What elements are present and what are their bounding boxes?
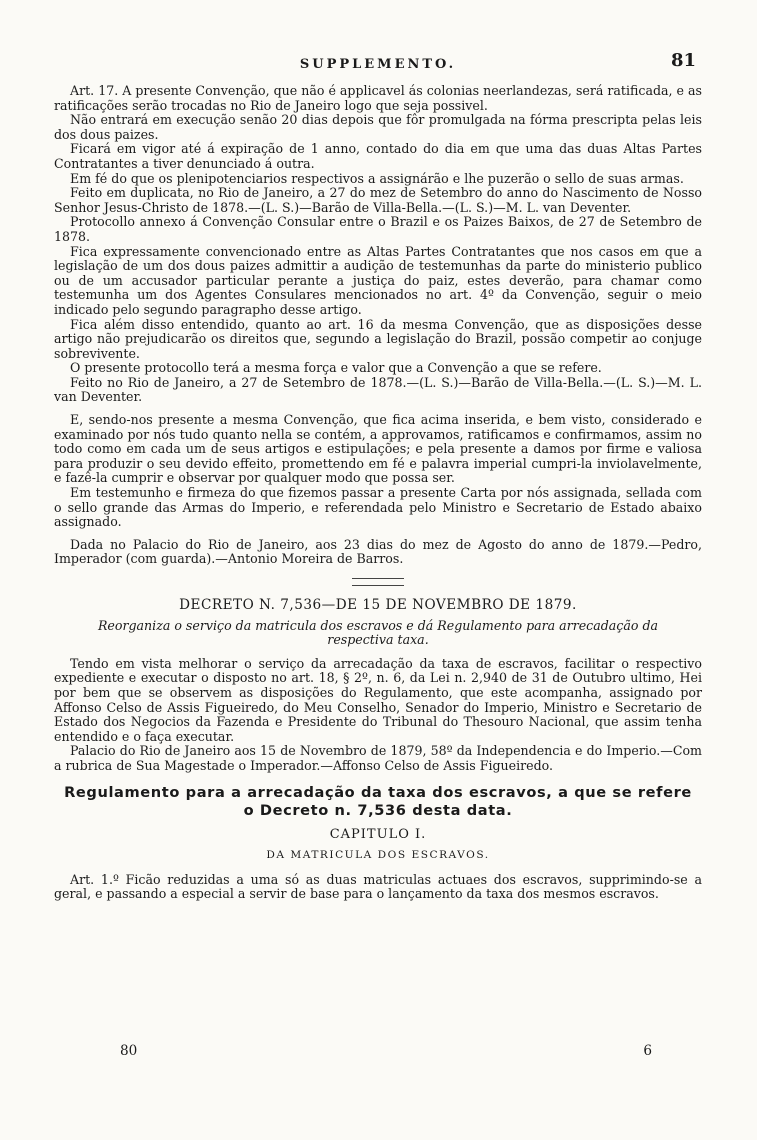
header-title: SUPPLEMENTO. xyxy=(299,57,457,72)
page-footer xyxy=(120,1043,652,1063)
article-17-paragraph: Art. 17. A presente Convenção, que não é applicavel ás colonias neerlandezas, será ratificada, e as ratificações serão trocadas no Rio de Janeiro logo que seja possivel. xyxy=(54,83,702,113)
paragraph: O presente protocollo terá a mesma força e valor que a Convenção a que se refere. xyxy=(70,360,602,376)
running-header xyxy=(54,50,702,78)
decree-paragraph: Palacio do Rio de Janeiro aos 15 de Novembro de 1879, 58º da Independencia e do Imperio.—Com a rubrica de Sua Magestade o Imperador.—Affonso Celso de Assis Figueiredo. xyxy=(54,743,702,773)
protocol-heading: Protocollo annexo á Convenção Consular entre o Brazil e os Paizes Baixos, de 27 de Setembro de 1878. xyxy=(54,214,702,244)
paragraph: Feito em duplicata, no Rio de Janeiro, a 27 do mez de Setembro do anno do Nascimento de Nosso Senhor Jesus-Christo de 1878.—(L. S.)—Barão de Villa-Bella.—(L. S.)—M. L. van Deventer. xyxy=(54,185,702,215)
footer-signature-mark-left: 80 xyxy=(120,1043,138,1059)
paragraph: Em fé do que os plenipotenciarios respectivos a assignárão e lhe puzerão o sello de suas armas. xyxy=(70,170,684,186)
paragraph: Fica expressamente convencionado entre as Altas Partes Contratantes que nos casos em que a legislação de um dos dous paizes admittir a audição de testemunhas da parte do ministerio publico ou de um accusador particular perante a justiça do paiz, estes deverão, para chamar como testemunha um dos Agentes Consulares mencionados no art. 4º da Convenção, seguir o meio indicado pelo segundo paragrapho desse artigo. xyxy=(54,243,702,317)
paragraph: Ficará em vigor até á expiração de 1 anno, contado do dia em que uma das duas Altas Partes Contratantes a tiver denunciado á outra. xyxy=(54,141,702,171)
regulation-title: Regulamento para a arrecadação da taxa dos escravos, a que se refere o Decreto n. 7,536 desta data. xyxy=(64,783,692,819)
decree-paragraph: Tendo em vista melhorar o serviço da arrecadação da taxa de escravos, facilitar o respectivo expediente e executar o disposto no art. 18, § 2º, n. 6, da Lei n. 2,940 de 31 de Outubro ultimo, Hei por bem que se observem as disposições do Regulamento, que este acompanha, assignado por Affonso Celso de Assis Figueiredo, do Meu Conselho, Senador do Imperio, Ministro e Secretario de Estado dos Negocios da Fazenda e Presidente do Tribunal do Thesouro Nacional, que assim tenha entendido e o faça executar. xyxy=(54,655,702,744)
decree-subtitle: Reorganiza o serviço da matricula dos escravos e dá Regulamento para arrecadação da respectiva taxa. xyxy=(97,617,659,648)
ratification-paragraph: E, sendo-nos presente a mesma Convenção, que fica acima inserida, e bem visto, considerado e examinado por nós tudo quanto nella se contém, a approvamos, ratificamos e confirmamos, assim no todo como em cada um de seus artigos e estipulações; e pela presente a damos por firme e valiosa para produzir o seu devido effeito, promettendo em fé e palavra imperial cumpri-la inviolavelmente, e fazê-la cumprir e observar por qualquer modo que possa ser. xyxy=(54,412,702,486)
paragraph: Feito no Rio de Janeiro, a 27 de Setembro de 1878.—(L. S.)—Barão de Villa-Bella.—(L. S.)—M. L. van Deventer. xyxy=(54,374,702,405)
chapter-subtitle: DA MATRICULA DOS ESCRAVOS. xyxy=(266,849,490,862)
decree-title: DECRETO N. 7,536—DE 15 DE NOVEMBRO DE 1879. xyxy=(179,597,577,613)
treaty-text xyxy=(54,84,702,567)
decree-body xyxy=(54,657,702,774)
article-1-paragraph: Art. 1.º Ficão reduzidas a uma só as duas matriculas actuaes dos escravos, supprimindo-se a geral, e passando a especial a servir de base para o lançamento da taxa dos mesmos escravos. xyxy=(54,871,702,902)
paragraph: Fica além disso entendido, quanto ao art. 16 da mesma Convenção, que as disposições desse artigo não prejudicarão os direitos que, segundo a legislação do Brazil, possão competir ao conjuge sobrevivente. xyxy=(54,316,702,361)
signature-paragraph: Dada no Palacio do Rio de Janeiro, aos 23 dias do mez de Agosto do anno de 1879.—Pedro, Imperador (com guarda).—Antonio Moreira de Barros. xyxy=(54,536,702,567)
page-number: 81 xyxy=(670,50,696,71)
chapter-heading: CAPITULO I. xyxy=(329,826,427,842)
section-divider xyxy=(352,578,404,586)
text-column xyxy=(54,50,702,902)
paragraph: Não entrará em execução senão 20 dias depois que fôr promulgada na fórma prescripta pelas leis dos dous paizes. xyxy=(54,112,702,142)
footer-signature-mark-right: 6 xyxy=(643,1043,652,1059)
paragraph: Em testemunho e firmeza do que fizemos passar a presente Carta por nós assignada, sellada com o sello grande das Armas do Imperio, e referendada pelo Ministro e Secretario de Estado abaixo assignado. xyxy=(54,485,702,530)
